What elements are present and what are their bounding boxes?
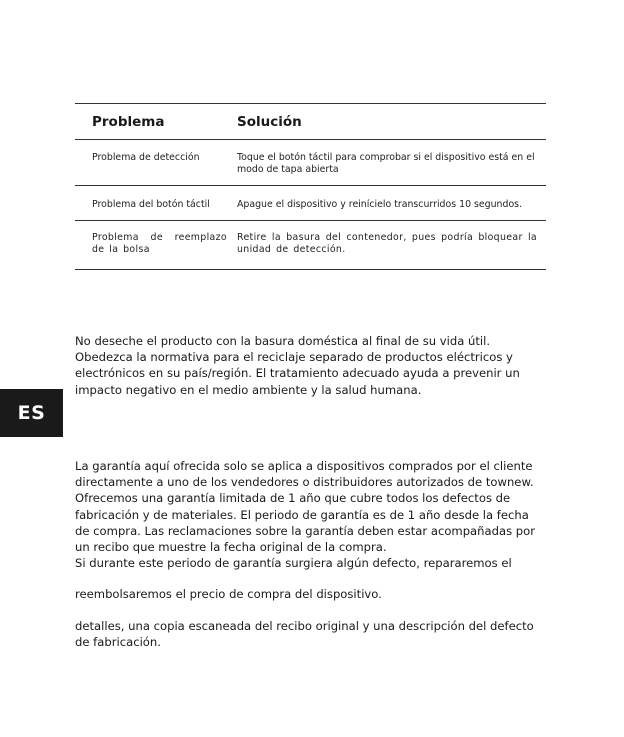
warranty-paragraph: La garantía aquí ofrecida solo se aplica a dispositivos comprados por el cliente directamente a uno de los vendedores o distribuidores autorizados de townew. Ofrecemos una garantía limitada de 1 año que cubre todos los defectos de fabricación y de materiales. El periodo de garantía es de 1 año desde la fecha de compra. Las reclamaciones sobre la garantía deben estar acompañadas por un recibo que muestre la fecha original de la compra. Si durante este periodo de garantía surgiera algún defecto, repararemos el (75, 459, 536, 571)
solution-cell: Toque el botón táctil para comprobar si el dispositivo está en el modo de tapa abierta (237, 152, 535, 175)
troubleshooting-table (75, 103, 546, 270)
table-row (75, 140, 546, 186)
table-header-row (75, 104, 546, 140)
solution-cell: Apague el dispositivo y reinícielo transcurridos 10 segundos. (237, 199, 523, 210)
language-tab-es: ES (0, 389, 63, 437)
table-row (75, 186, 546, 221)
refund-paragraph: reembolsaremos el precio de compra del dispositivo. (75, 587, 382, 601)
problem-cell: Problema del botón táctil (92, 199, 210, 210)
problem-cell: Problema de reemplazo de la bolsa (92, 232, 227, 255)
solution-cell: Retire la basura del contenedor, pues podría bloquear la unidad de detección. (237, 232, 537, 255)
details-paragraph: detalles, una copia escaneada del recibo original y una descripción del defecto de fabricación. (75, 619, 534, 650)
problem-cell: Problema de detección (92, 152, 200, 163)
header-problem: Problema (92, 114, 165, 130)
disposal-paragraph: No deseche el producto con la basura doméstica al final de su vida útil. Obedezca la normativa para el reciclaje separado de productos eléctricos y electrónicos en su país/región. El tratamiento adecuado ayuda a prevenir un impacto negativo en el medio ambiente y la salud humana. (75, 334, 520, 397)
header-solution: Solución (237, 114, 302, 130)
table-row (75, 221, 546, 270)
